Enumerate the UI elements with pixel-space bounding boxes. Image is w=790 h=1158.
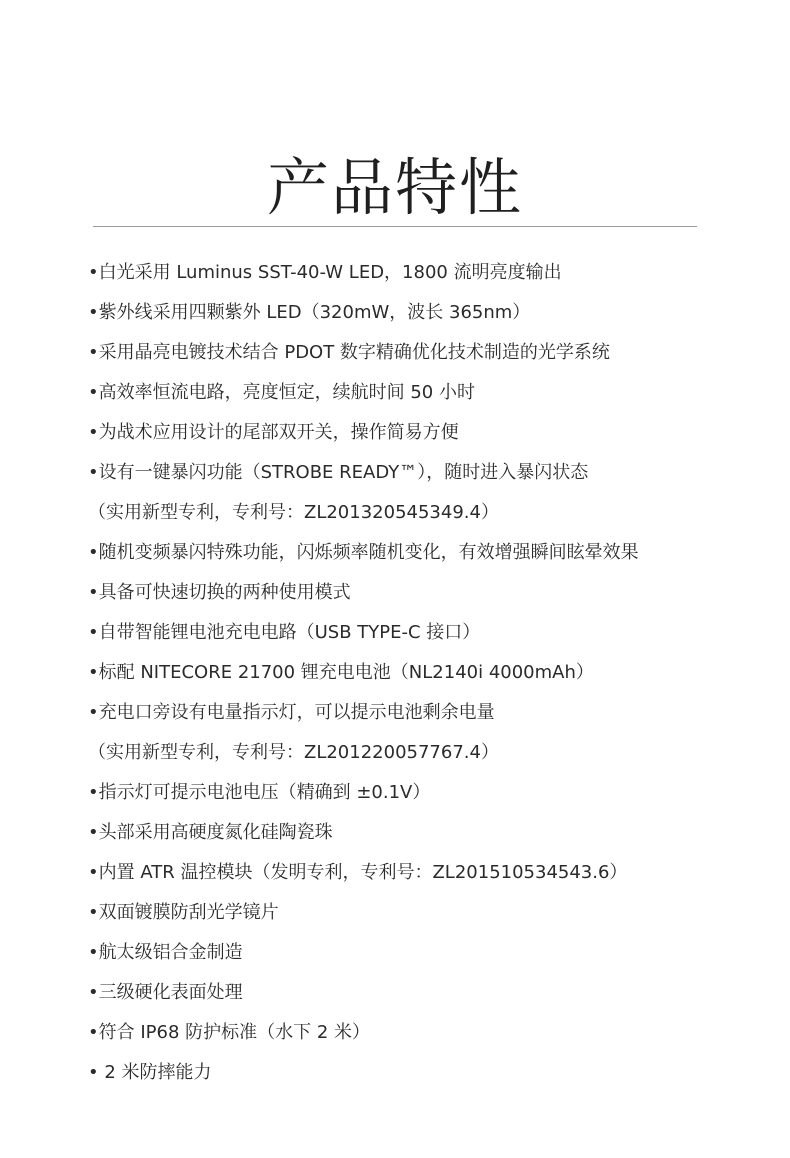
feature-item: •高效率恒流电路，亮度恒定，续航时间 50 小时 [88, 382, 475, 403]
feature-item: •标配 NITECORE 21700 锂充电电池（NL2140i 4000mAh） [88, 662, 594, 683]
feature-item: •航太级铝合金制造 [88, 942, 243, 963]
feature-item: •采用晶亮电镀技术结合 PDOT 数字精确优化技术制造的光学系统 [88, 342, 610, 363]
feature-item: •为战术应用设计的尾部双开关，操作简易方便 [88, 422, 459, 443]
title-divider [93, 226, 697, 227]
feature-item: •内置 ATR 温控模块（发明专利，专利号：ZL201510534543.6） [88, 862, 628, 883]
feature-item: •设有一键暴闪功能（STROBE READY™），随时进入暴闪状态 [88, 462, 589, 483]
feature-item: •自带智能锂电池充电电路（USB TYPE-C 接口） [88, 622, 481, 643]
feature-item: •符合 IP68 防护标准（水下 2 米） [88, 1022, 371, 1043]
feature-patent-note: （实用新型专利，专利号：ZL201220057767.4） [88, 742, 499, 763]
feature-item: •具备可快速切换的两种使用模式 [88, 582, 351, 603]
feature-item: •充电口旁设有电量指示灯，可以提示电池剩余电量 [88, 702, 495, 723]
page-title: 产品特性 [266, 150, 523, 224]
feature-item: •三级硬化表面处理 [88, 982, 243, 1003]
feature-item: •紫外线采用四颗紫外 LED（320mW，波长 365nm） [88, 302, 531, 323]
feature-item: •指示灯可提示电池电压（精确到 ±0.1V） [88, 782, 431, 803]
feature-item: •头部采用高硬度氮化硅陶瓷珠 [88, 822, 333, 843]
feature-item: •随机变频暴闪特殊功能，闪烁频率随机变化，有效增强瞬间眩晕效果 [88, 542, 639, 563]
feature-item: •白光采用 Luminus SST-40-W LED，1800 流明亮度输出 [88, 262, 562, 283]
feature-item: • 2 米防摔能力 [88, 1062, 212, 1083]
feature-patent-note: （实用新型专利，专利号：ZL201320545349.4） [88, 502, 499, 523]
feature-item: •双面镀膜防刮光学镜片 [88, 902, 279, 923]
feature-list [88, 253, 738, 1093]
